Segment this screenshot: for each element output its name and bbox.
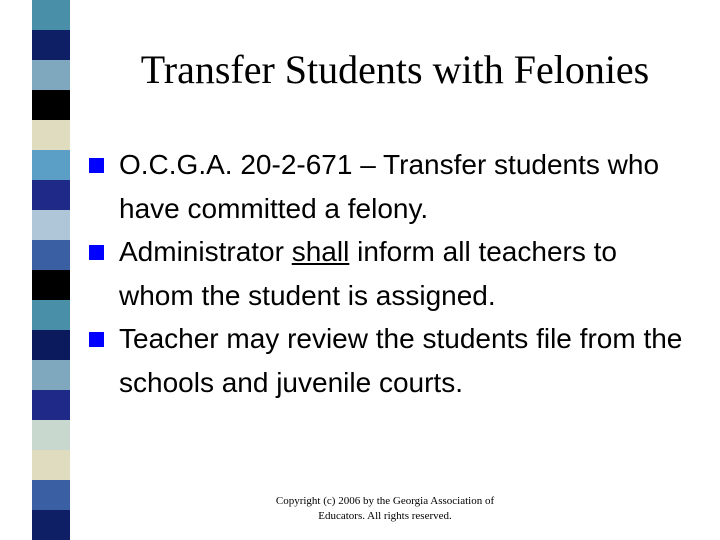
bullet-list [88,143,698,404]
stripe [32,450,70,480]
stripe [32,30,70,60]
footer-line: Educators. All rights reserved. [318,510,452,522]
stripe [32,240,70,270]
stripe [32,90,70,120]
stripe [32,300,70,330]
stripe [32,150,70,180]
stripe [32,210,70,240]
bullet-item [88,143,698,230]
stripe [32,510,70,540]
stripe [32,360,70,390]
bullet-text: Teacher may review the students file from the schools and juvenile courts. [119,323,683,398]
stripe [32,270,70,300]
bullet-text-start: Administrator [119,236,292,267]
bullet-item [88,230,698,317]
stripe [32,0,70,30]
bullet-underlined-word: shall [291,236,350,267]
bullet-text: O.C.G.A. 20-2-671 – Transfer students who have committed a felony. [119,149,660,224]
square-bullet-icon [89,158,104,173]
stripe [32,480,70,510]
slide-title: Transfer Students with Felonies [140,47,650,92]
decorative-stripe-bar [0,0,70,540]
stripe [32,180,70,210]
square-bullet-icon [89,332,104,347]
stripe [32,390,70,420]
stripe [32,330,70,360]
copyright-footer [260,494,510,524]
stripe [32,420,70,450]
bullet-text-end: inform all teachers to whom the student is assigned. [119,236,617,311]
square-bullet-icon [89,245,104,260]
stripe [32,120,70,150]
footer-line: Copyright (c) 2006 by the Georgia Association of [275,495,495,507]
bullet-item [88,317,698,404]
stripe [32,60,70,90]
